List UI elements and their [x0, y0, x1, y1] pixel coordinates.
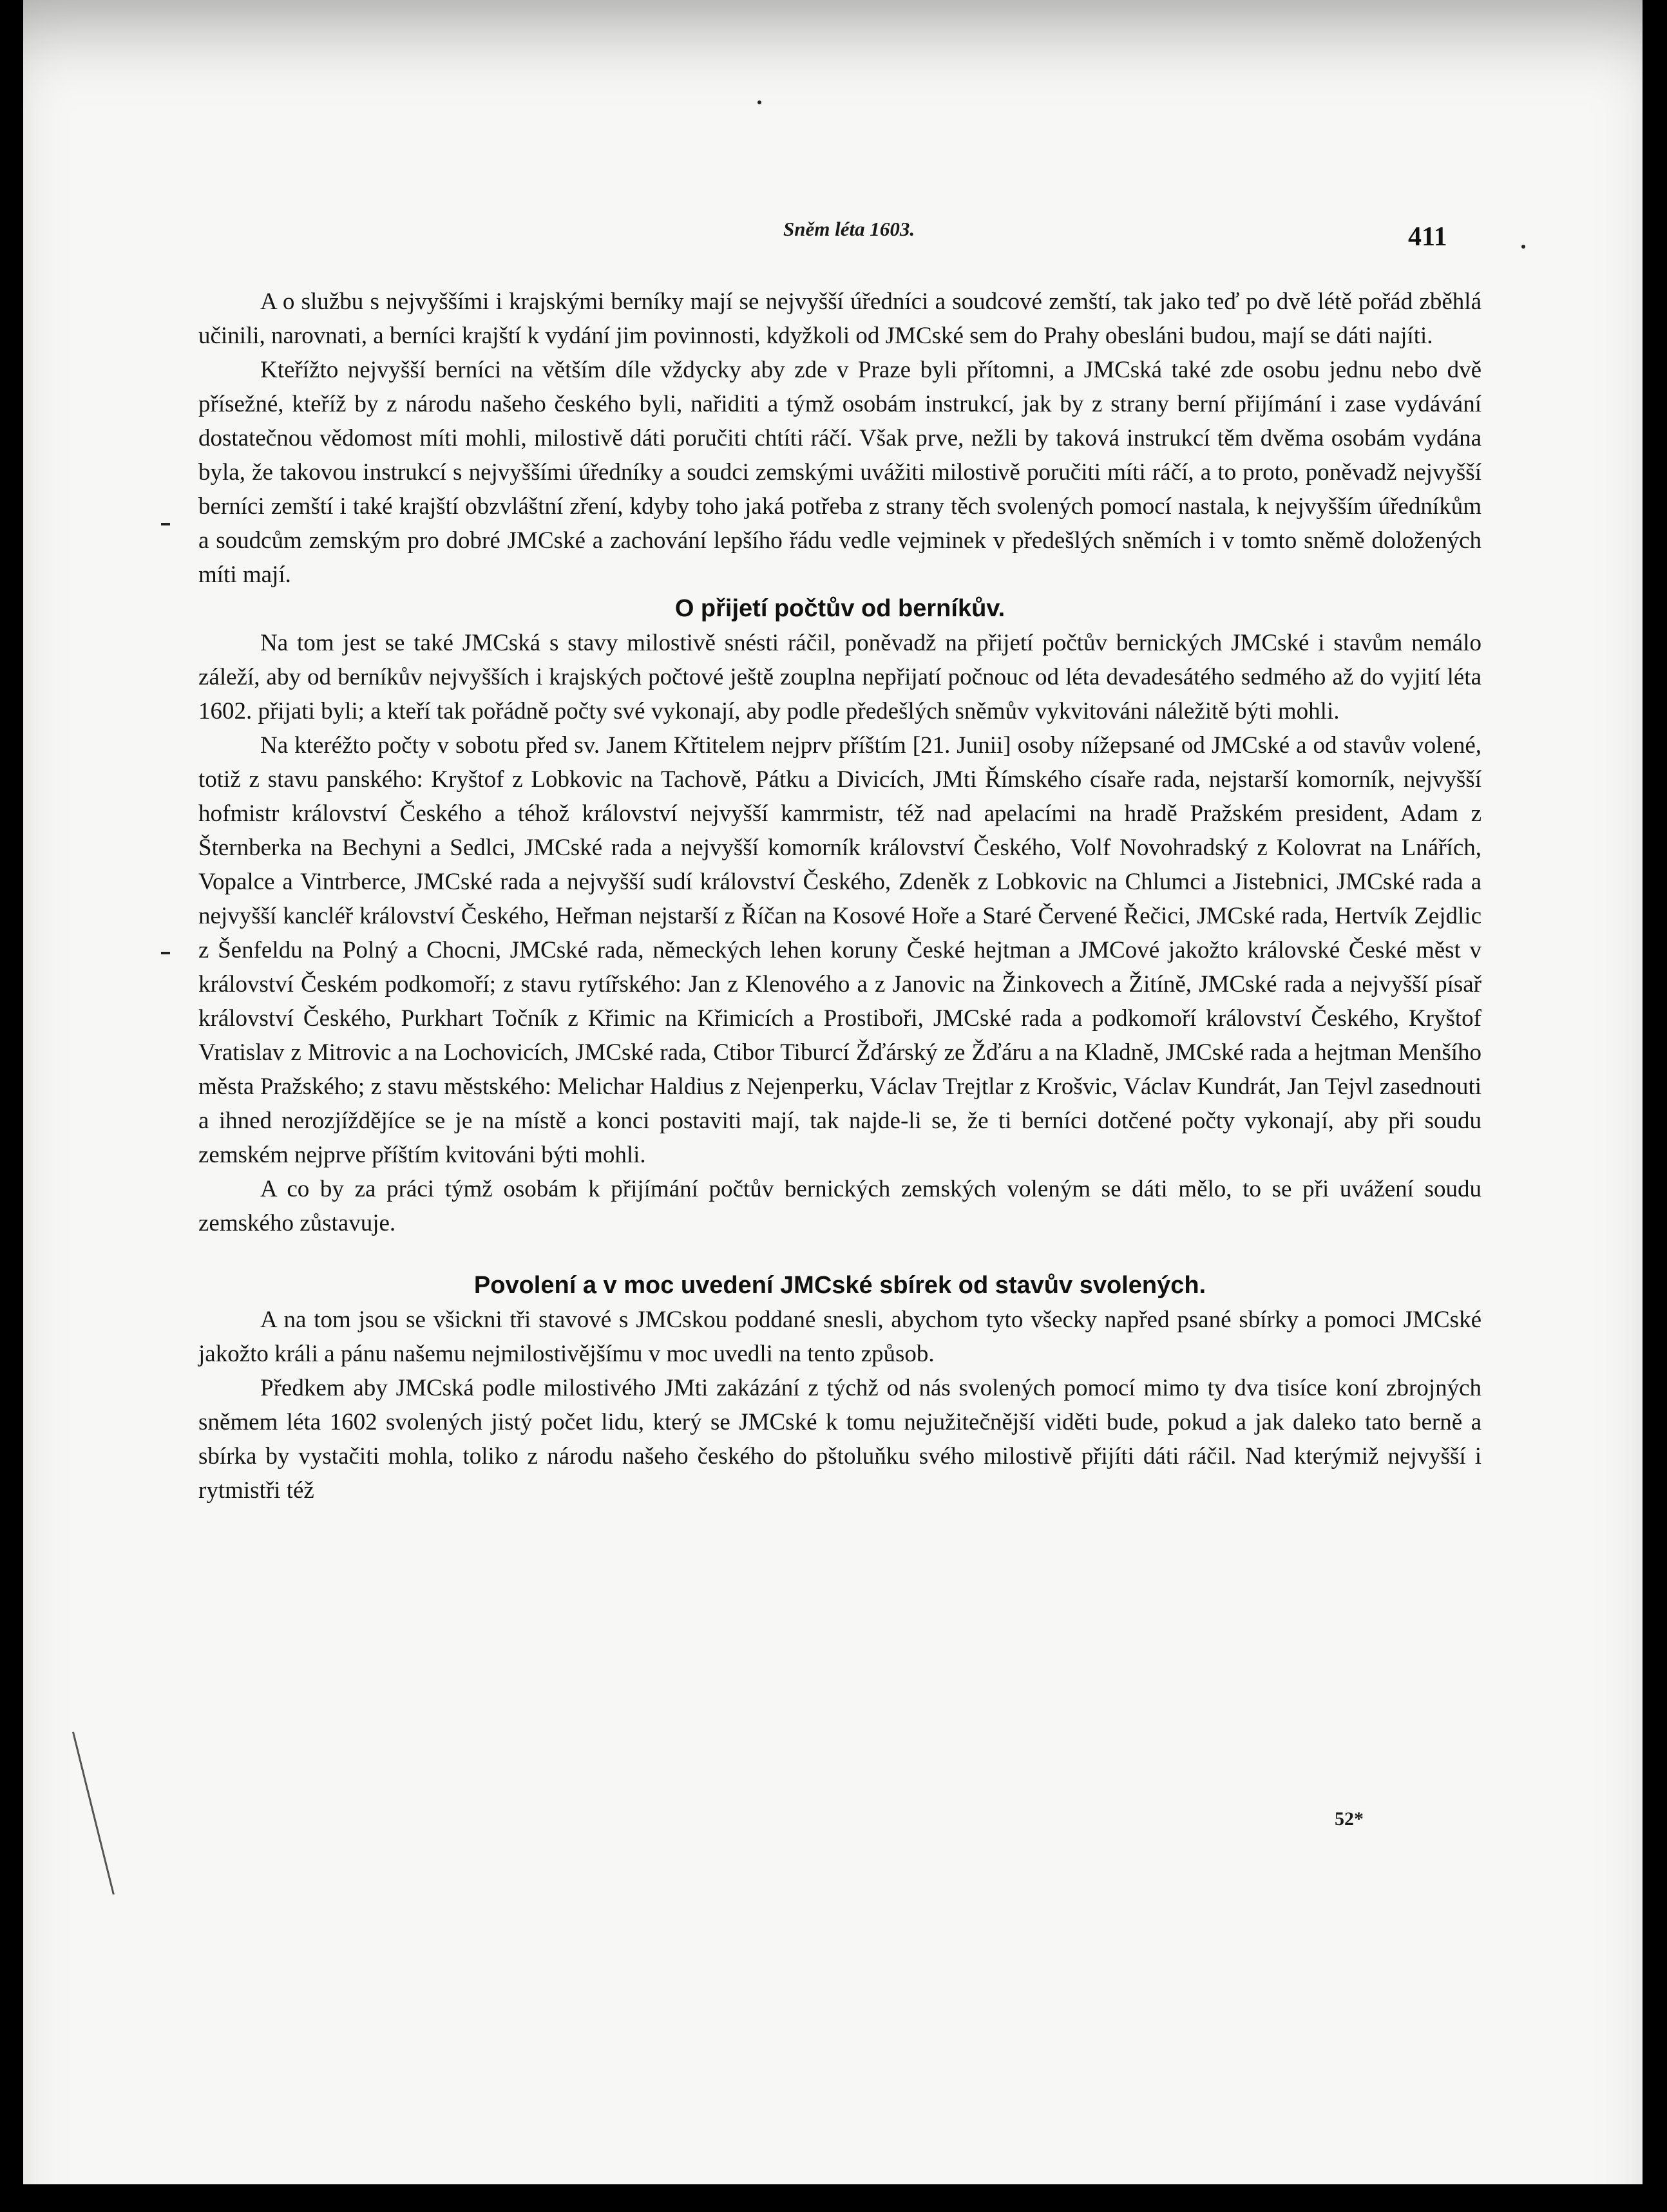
- body-text: [198, 285, 1481, 1508]
- section-heading-accounts: O přijetí počtův od berníkův.: [674, 595, 1005, 622]
- paragraph-6: A na tom jsou se všickni tři stavové s JMCskou poddané snesli, abychom tyto všecky napřed psané sbírky a pomoci JMCské jakožto králi a pánu našemu nejmilostivějšímu v moc uvedli na tento způsob.: [198, 1307, 1481, 1367]
- signature-mark: 52*: [1335, 1808, 1364, 1829]
- margin-dash-left-2: [161, 952, 170, 954]
- scan-dot-right: [1521, 245, 1525, 249]
- page-number: 411: [1408, 222, 1447, 252]
- running-head: Sněm léta 1603.: [783, 218, 915, 240]
- paragraph-5: A co by za práci týmž osobám k přijímání počtův bernických zemských voleným se dáti mělo, to se při uvážení soudu zemského zůstavuje.: [198, 1176, 1481, 1236]
- paragraph-1: A o službu s nejvyššími i krajskými berníky mají se nejvyšší úředníci a soudcové zemští, tak jako teď po dvě létě pořád zběhlá učinili, narovnati, a berníci krajští k vydání jim povinnosti, kdyžkoli od JMCské sem do Prahy obesláni budou, mají se dáti najíti.: [198, 288, 1481, 349]
- scan-speck: [757, 100, 761, 104]
- paragraph-2: Kteřížto nejvyšší berníci na větším díle vždycky aby zde v Praze byli přítomni, a JMCská také zde osobu jednu nebo dvě přísežné, kteříž by z národu našeho českého byli, nařiditi a týmž osobám instrukcí, jak by z strany berní přijímání i zase vydávání dostatečnou vědomost míti mohli, milostivě dáti poručiti chtíti ráčí. Však prve, nežli by taková instrukcí těm dvěma osobám vydána byla, že takovou instrukcí s nejvyššími úředníky a soudci zemskými uvážiti milostivě poručiti míti ráčí, a to proto, poněvadž nejvyšší berníci zemští i také krajští obzvláštní zření, kdyby toho jaká potřeba z strany těch svolených pomocí nastala, k nejvyšším úředníkům a soudcům zemským pro dobré JMCské a zachování lepšího řádu vedle vejminek v předešlých sněmích i v tomto sněmě doložených míti mají.: [198, 357, 1481, 588]
- margin-dash-left: [161, 523, 170, 525]
- paragraph-7: Předkem aby JMCská podle milostivého JMti zakázání z týchž od nás svolených pomocí mimo ty dva tisíce koní zbrojných sněmem léta 1602 svolených jistý počet lidu, který se JMCské k tomu nejužitečnější viděti bude, pokud a jak daleko tato berně a sbírka by vystačiti mohla, toliko z národu našeho českého do pštoluňku svého milostivě přijíti dáti ráčil. Nad kterýmiž nejvyšší i rytmistři též: [198, 1375, 1481, 1504]
- scanned-page: [23, 0, 1643, 2184]
- section-heading-collections: Povolení a v moc uvedení JMCské sbírek od stavův svolených.: [473, 1272, 1206, 1299]
- margin-stroke-left: [72, 1732, 115, 1895]
- paragraph-4: Na kteréžto počty v sobotu před sv. Janem Křtitelem nejprv příštím [21. Junii] osoby nížepsané od JMCské a od stavův volené, totiž z stavu panského: Kryštof z Lobkovic na Tachově, Pátku a Divicích, JMti Římského císaře rada, nejstarší komorník, nejvyšší hofmistr království Českého a téhož království nejvyšší kamrmistr, též nad apelacími na hradě Pražském president, Adam z Šternberka na Bechyni a Sedlci, JMCské rada a nejvyšší komorník království Českého, Volf Novohradský z Kolovrat na Lnářích, Vopalce a Vintrberce, JMCské rada a nejvyšší sudí království Českého, Zdeněk z Lobkovic na Chlumci a Jistebnici, JMCské rada a nejvyšší kancléř království Českého, Heřman nejstarší z Říčan na Kosové Hoře a Staré Červené Řečici, JMCské rada, Hertvík Zejdlic z Šenfeldu na Polný a Chocni, JMCské rada, německých lehen koruny České hejtman a JMCové jakožto královské České měst v království Českém podkomoří; z stavu rytířského: Jan z Klenového a z Janovic na Žinkovech a Žitíně, JMCské rada a nejvyšší písař království Českého, Purkhart Točník z Křimic na Křimicích a Prostiboři, JMCské rada a podkomoří království Českého, Kryštof Vratislav z Mitrovic a na Lochovicích, JMCské rada, Ctibor Tiburcí Žďárský ze Žďáru a na Kladně, JMCské rada a hejtman Menšího města Pražského; z stavu městského: Melichar Haldius z Nejenperku, Václav Trejtlar z Krošvic, Václav Kundrát, Jan Tejvl zasednouti a ihned nerozjíždějíce se je na místě a konci postaviti mají, tak najde-li se, že ti berníci dotčené počty vykonají, aby při soudu zemském nejprve příštím kvitováni býti mohli.: [198, 732, 1481, 1168]
- paragraph-3: Na tom jest se také JMCská s stavy milostivě snésti ráčil, poněvadž na přijetí počtův bernických JMCské i stavům nemálo záleží, aby od berníkův nejvyšších i krajských počtové ještě zouplna nepřijatí počnouc od léta devadesátého sedmého až do vyjití léta 1602. přijati byli; a kteří tak pořádně počty své vykonají, aby podle předešlých sněmův vykvitováni náležitě býti mohli.: [198, 630, 1481, 724]
